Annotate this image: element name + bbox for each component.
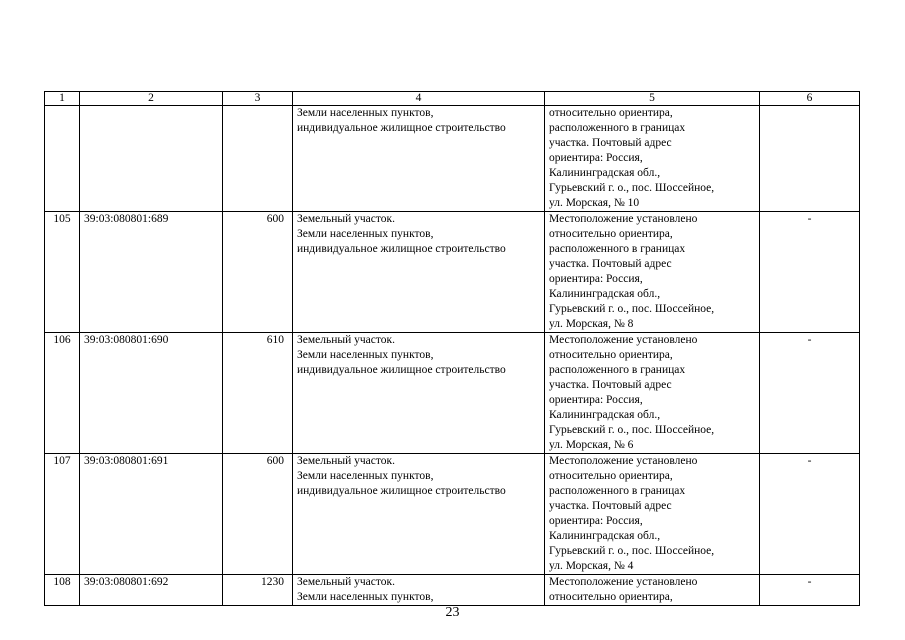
cadastral-number-cell: 39:03:080801:690	[80, 333, 223, 454]
row-number-cell: 106	[45, 333, 80, 454]
land-category-cell	[293, 454, 545, 575]
note-cell: -	[760, 575, 860, 606]
location-cell-line: Калининградская обл.,	[549, 167, 661, 179]
land-category-cell-line: индивидуальное жилищное строительство	[297, 485, 506, 497]
note-cell: -	[760, 333, 860, 454]
land-category-cell-line: индивидуальное жилищное строительство	[297, 122, 506, 134]
area-cell: 600	[223, 212, 293, 333]
note-cell	[760, 106, 860, 212]
location-cell-line: участка. Почтовый адрес	[549, 500, 672, 512]
table-row	[45, 333, 860, 454]
location-cell-line: ориентира: Россия,	[549, 152, 643, 164]
table-row	[45, 106, 860, 212]
column-header-1: 1	[45, 92, 80, 106]
location-cell-line: расположенного в границах	[549, 364, 686, 376]
note-cell: -	[760, 454, 860, 575]
location-cell-line: Местоположение установлено	[549, 334, 698, 346]
column-header-5: 5	[545, 92, 760, 106]
location-cell-line: расположенного в границах	[549, 485, 686, 497]
table-row	[45, 454, 860, 575]
land-category-cell-line: Земельный участок.	[297, 334, 395, 346]
row-number-cell: 108	[45, 575, 80, 606]
land-category-cell-line: Земли населенных пунктов,	[297, 591, 434, 603]
cadastral-number-cell: 39:03:080801:692	[80, 575, 223, 606]
location-cell	[545, 575, 760, 606]
location-cell-line: ул. Морская, № 6	[549, 439, 634, 451]
location-cell	[545, 454, 760, 575]
cadastral-number-cell: 39:03:080801:689	[80, 212, 223, 333]
column-header-3: 3	[223, 92, 293, 106]
location-cell-line: относительно ориентира,	[549, 470, 673, 482]
land-category-cell-line: Земли населенных пунктов,	[297, 107, 434, 119]
location-cell-line: участка. Почтовый адрес	[549, 379, 672, 391]
location-cell-line: ул. Морская, № 4	[549, 560, 634, 572]
location-cell-line: Местоположение установлено	[549, 455, 698, 467]
land-category-cell	[293, 212, 545, 333]
area-cell: 1230	[223, 575, 293, 606]
location-cell-line: расположенного в границах	[549, 243, 686, 255]
location-cell-line: Калининградская обл.,	[549, 530, 661, 542]
land-category-cell	[293, 333, 545, 454]
location-cell	[545, 212, 760, 333]
table-header-row	[45, 92, 860, 106]
location-cell-line: относительно ориентира,	[549, 591, 673, 603]
page-number: 23	[445, 605, 460, 620]
location-cell-line: Гурьевский г. о., пос. Шоссейное,	[549, 424, 715, 436]
location-cell-line: ориентира: Россия,	[549, 394, 643, 406]
land-category-cell-line: Земли населенных пунктов,	[297, 470, 434, 482]
location-cell-line: относительно ориентира,	[549, 107, 673, 119]
area-cell: 600	[223, 454, 293, 575]
table-body	[45, 106, 860, 606]
land-category-cell-line: индивидуальное жилищное строительство	[297, 243, 506, 255]
column-header-6: 6	[760, 92, 860, 106]
column-header-4: 4	[293, 92, 545, 106]
location-cell-line: Гурьевский г. о., пос. Шоссейное,	[549, 303, 715, 315]
location-cell-line: Гурьевский г. о., пос. Шоссейное,	[549, 545, 715, 557]
note-cell: -	[760, 212, 860, 333]
location-cell-line: относительно ориентира,	[549, 228, 673, 240]
land-category-cell	[293, 575, 545, 606]
location-cell	[545, 106, 760, 212]
table-row	[45, 212, 860, 333]
row-number-cell	[45, 106, 80, 212]
land-category-cell-line: Земельный участок.	[297, 213, 395, 225]
location-cell-line: ул. Морская, № 10	[549, 197, 640, 209]
location-cell-line: Гурьевский г. о., пос. Шоссейное,	[549, 182, 715, 194]
location-cell-line: ориентира: Россия,	[549, 273, 643, 285]
column-header-2: 2	[80, 92, 223, 106]
location-cell-line: Калининградская обл.,	[549, 409, 661, 421]
location-cell-line: Местоположение установлено	[549, 576, 698, 588]
cadastral-number-cell: 39:03:080801:691	[80, 454, 223, 575]
land-category-cell-line: Земли населенных пунктов,	[297, 228, 434, 240]
location-cell-line: Калининградская обл.,	[549, 288, 661, 300]
land-category-cell-line: индивидуальное жилищное строительство	[297, 364, 506, 376]
land-category-cell-line: Земельный участок.	[297, 576, 395, 588]
table-row	[45, 575, 860, 606]
cadastral-number-cell	[80, 106, 223, 212]
row-number-cell: 107	[45, 454, 80, 575]
location-cell	[545, 333, 760, 454]
location-cell-line: относительно ориентира,	[549, 349, 673, 361]
land-category-cell-line: Земли населенных пунктов,	[297, 349, 434, 361]
location-cell-line: ориентира: Россия,	[549, 515, 643, 527]
location-cell-line: Местоположение установлено	[549, 213, 698, 225]
location-cell-line: расположенного в границах	[549, 122, 686, 134]
location-cell-line: участка. Почтовый адрес	[549, 137, 672, 149]
location-cell-line: участка. Почтовый адрес	[549, 258, 672, 270]
land-plots-table	[44, 91, 860, 606]
location-cell-line: ул. Морская, № 8	[549, 318, 634, 330]
land-category-cell-line: Земельный участок.	[297, 455, 395, 467]
land-category-cell	[293, 106, 545, 212]
row-number-cell: 105	[45, 212, 80, 333]
area-cell: 610	[223, 333, 293, 454]
area-cell	[223, 106, 293, 212]
